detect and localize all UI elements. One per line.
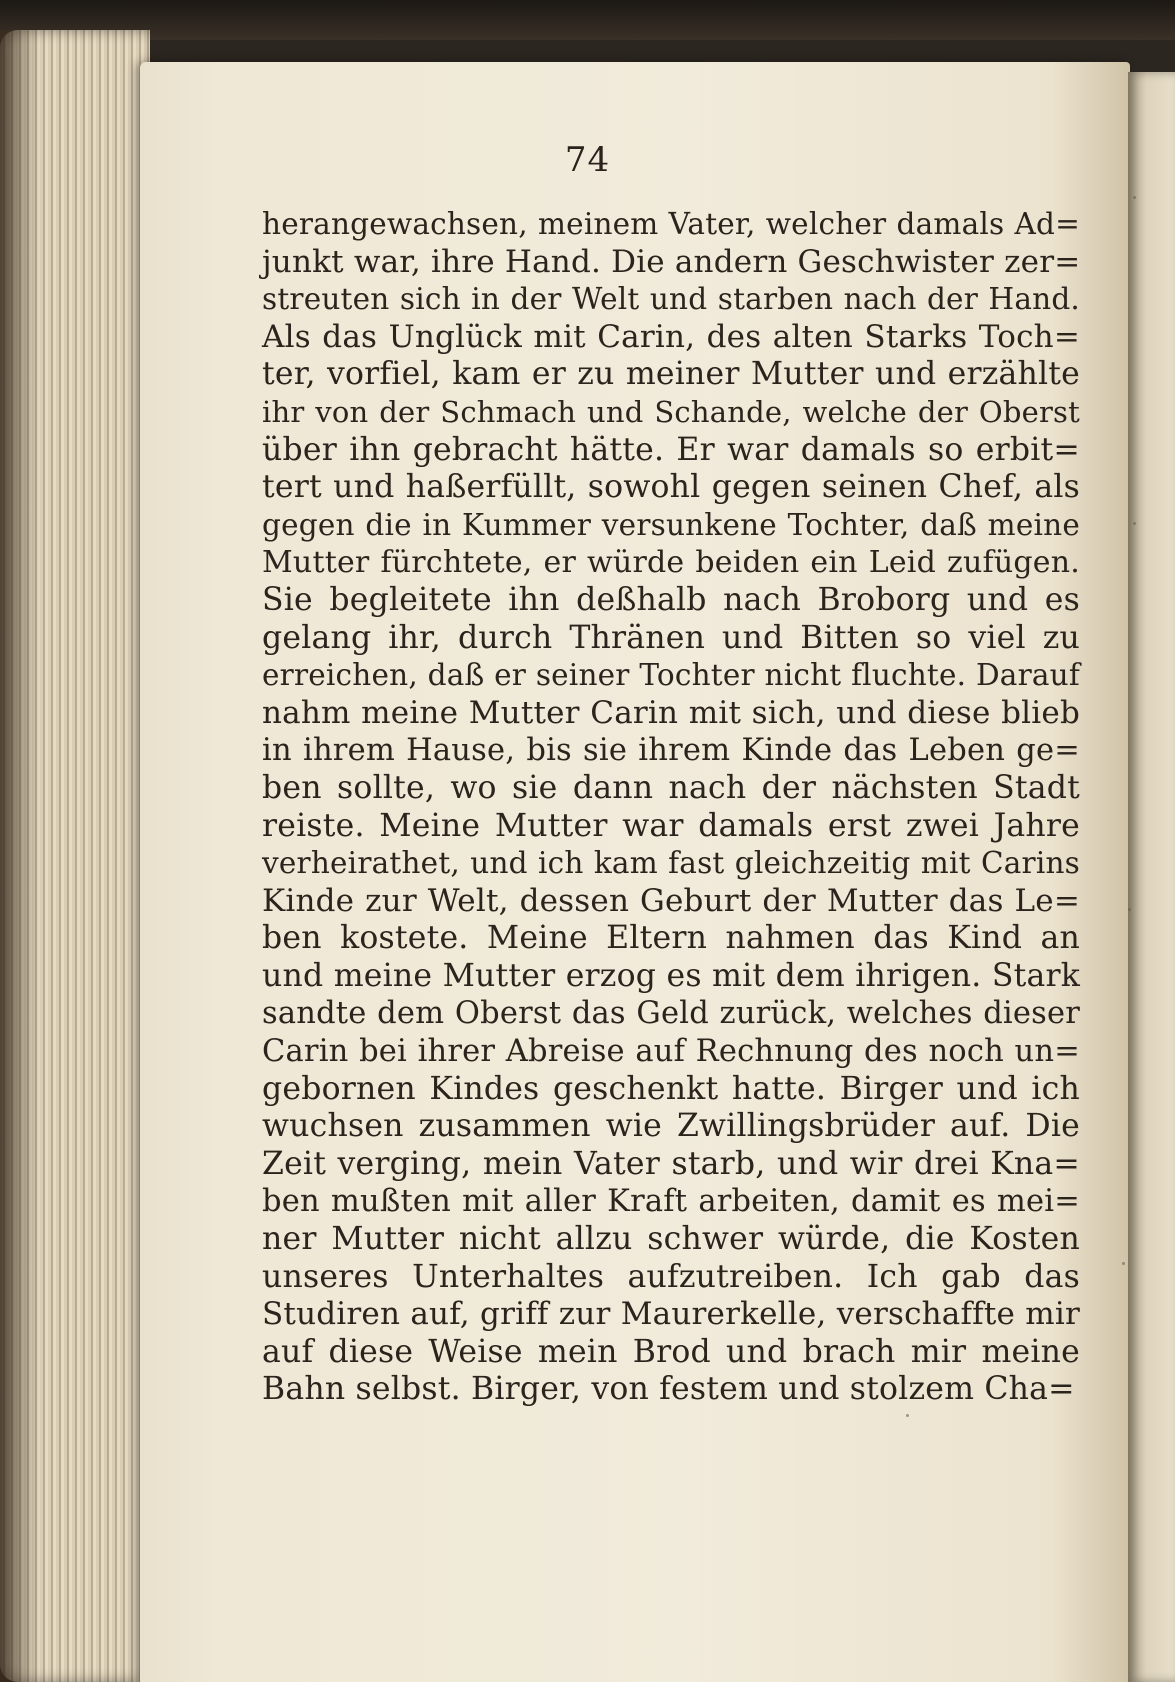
text-line: über ihn gebracht hätte. Er war damals so erbit=: [262, 431, 1080, 468]
page-number: 74: [564, 140, 611, 180]
text-line: Studiren auf, griff zur Maurerkelle, verschaffte mir: [262, 1296, 1080, 1333]
text-line: gegen die in Kummer versunkene Tochter, daß meine: [262, 507, 1080, 542]
text-line: sandte dem Oberst das Geld zurück, welches dieser: [262, 996, 1080, 1032]
page-edges-left: [0, 30, 150, 1682]
body-text: [262, 206, 1080, 1409]
text-line: Als das Unglück mit Carin, des alten Starks Toch=: [262, 318, 1080, 355]
text-line: streuten sich in der Welt und starben nach der Hand.: [262, 282, 1080, 317]
text-line: und meine Mutter erzog es mit dem ihrigen. Stark: [262, 957, 1080, 994]
text-line: unseres Unterhaltes aufzutreiben. Ich gab das: [262, 1258, 1080, 1295]
text-line: wuchsen zusammen wie Zwillingsbrüder auf. Die: [262, 1108, 1080, 1145]
text-line: gebornen Kindes geschenkt hatte. Birger und ich: [262, 1070, 1080, 1107]
text-line: ihr von der Schmach und Schande, welche der Oberst: [262, 394, 1080, 429]
facing-page-edge: [1128, 72, 1175, 1682]
text-line: ter, vorfiel, kam er zu meiner Mutter und erzählte: [262, 356, 1080, 393]
text-line: in ihrem Hause, bis sie ihrem Kinde das Leben ge=: [262, 733, 1080, 769]
top-shadow: [0, 0, 1175, 40]
text-line: Mutter fürchtete, er würde beiden ein Leid zufügen.: [262, 545, 1080, 581]
paper-speck: [1133, 196, 1136, 199]
text-line: nahm meine Mutter Carin mit sich, und diese blieb: [262, 694, 1080, 731]
text-line: Zeit verging, mein Vater starb, und wir drei Kna=: [262, 1145, 1080, 1182]
text-line: ner Mutter nicht allzu schwer würde, die Kosten: [262, 1221, 1080, 1258]
paper-speck: [1128, 908, 1131, 911]
text-line: gelang ihr, durch Thränen und Bitten so viel zu: [262, 619, 1080, 656]
text-line: Sie begleitete ihn deßhalb nach Broborg und es: [262, 581, 1080, 618]
text-line: tert und haßerfüllt, sowohl gegen seinen Chef, als: [262, 469, 1080, 506]
text-line: reiste. Meine Mutter war damals erst zwei Jahre: [262, 807, 1080, 844]
text-line: Bahn selbst. Birger, von festem und stolzem Cha=: [262, 1371, 1075, 1408]
text-line: erreichen, daß er seiner Tochter nicht fluchte. Darauf: [262, 658, 1080, 693]
text-line: ben kostete. Meine Eltern nahmen das Kind an: [262, 920, 1080, 957]
paper-speck: [1133, 522, 1136, 525]
text-line: auf diese Weise mein Brod und brach mir meine: [262, 1333, 1080, 1370]
paper-speck: [906, 1414, 909, 1417]
text-line: Carin bei ihrer Abreise auf Rechnung des noch un=: [262, 1034, 1080, 1070]
text-line: Kinde zur Welt, dessen Geburt der Mutter das Le=: [262, 882, 1080, 919]
text-line: verheirathet, und ich kam fast gleichzeitig mit Carins: [262, 846, 1080, 881]
text-line: ben mußten mit aller Kraft arbeiten, damit es mei=: [262, 1184, 1080, 1220]
text-line: herangewachsen, meinem Vater, welcher damals Ad=: [262, 207, 1080, 241]
paper-speck: [1122, 1262, 1125, 1265]
text-line: junkt war, ihre Hand. Die andern Geschwister zer=: [262, 243, 1081, 280]
text-line: ben sollte, wo sie dann nach der nächsten Stadt: [262, 769, 1080, 806]
